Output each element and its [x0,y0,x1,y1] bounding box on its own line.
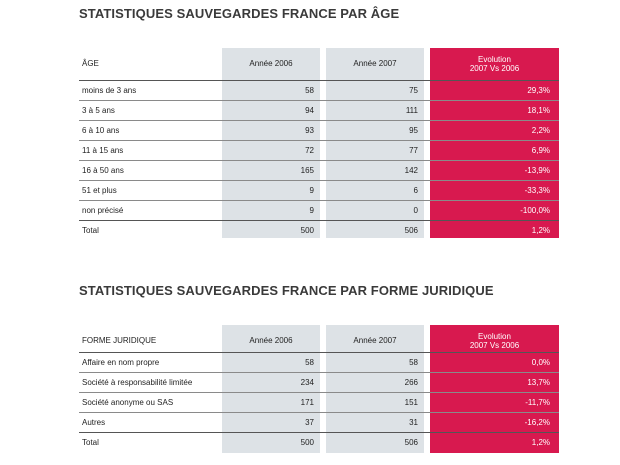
header-label: ÂGE [82,59,99,68]
table-row-total: Total 500 506 1,2% [82,438,550,447]
table-row: moins de 3 ans 58 75 29,3% [82,86,550,95]
table-row-total: Total 500 506 1,2% [82,226,550,235]
table-header [79,48,559,79]
header-2006: Année 2006 [249,336,293,345]
section-title-age: STATISTIQUES SAUVEGARDES FRANCE PAR ÂGE [79,6,400,21]
table-row: Société à responsabilité limitée 234 266 13,7% [82,378,550,387]
header-label: FORME JURIDIQUE [82,336,157,345]
table-row: 16 à 50 ans 165 142 -13,9% [82,166,550,175]
table-row: non précisé 9 0 -100,0% [82,206,550,215]
header-evolution: Evolution 2007 Vs 2006 [469,54,520,73]
table-row: 51 et plus 9 6 -33,3% [82,186,550,195]
header-2007: Année 2007 [353,336,397,345]
table-forme-juridique [79,325,559,453]
table-row: Autres 37 31 -16,2% [82,418,550,427]
header-evolution: Evolution 2007 Vs 2006 [469,331,520,350]
table-row: 6 à 10 ans 93 95 2,2% [82,126,550,135]
section-title-forme-juridique: STATISTIQUES SAUVEGARDES FRANCE PAR FORME JURIDIQUE [79,283,494,298]
table-row: 11 à 15 ans 72 77 6,9% [82,146,550,155]
table-row: Société anonyme ou SAS 171 151 -11,7% [82,398,550,407]
header-2007: Année 2007 [353,59,397,68]
table-row: Affaire en nom propre 58 58 0,0% [82,358,550,367]
table-age [79,48,559,238]
table-row: 3 à 5 ans 94 111 18,1% [82,106,550,115]
header-2006: Année 2006 [249,59,293,68]
